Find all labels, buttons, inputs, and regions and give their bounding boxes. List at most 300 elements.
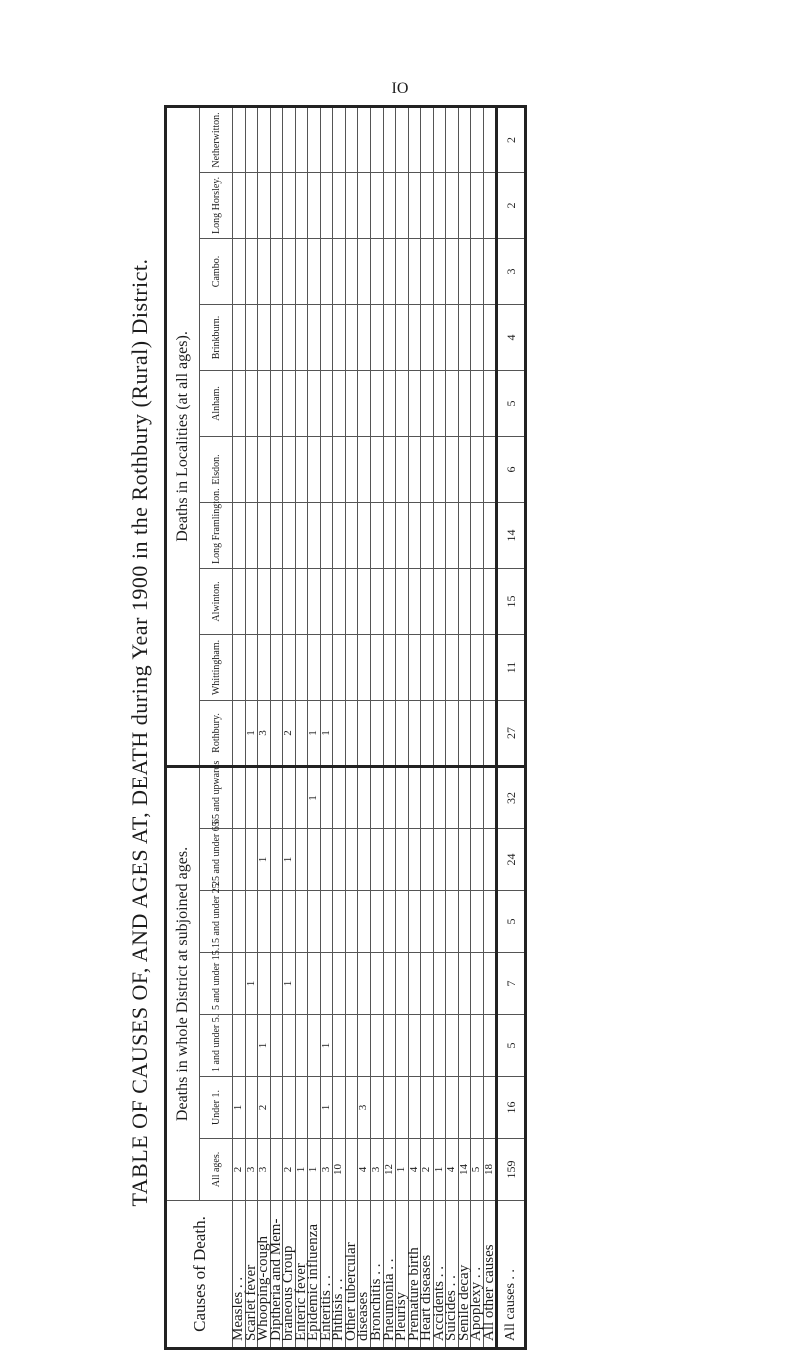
count-cell (320, 953, 333, 1015)
count-cell (233, 766, 246, 828)
count-cell (245, 238, 258, 304)
count-cell: 2 (283, 700, 296, 766)
cause-label: Premature birth (408, 1201, 421, 1349)
count-cell (383, 891, 396, 953)
count-cell (333, 370, 346, 436)
count-cell (245, 829, 258, 891)
count-cell (320, 238, 333, 304)
count-cell (258, 634, 271, 700)
count-cell (471, 700, 484, 766)
count-cell (383, 953, 396, 1015)
table-row (471, 106, 484, 1348)
table-row (308, 106, 321, 1348)
count-cell (320, 634, 333, 700)
count-cell (358, 370, 371, 436)
table-row (345, 106, 358, 1348)
count-cell (345, 370, 358, 436)
count-cell: 3 (258, 1139, 271, 1201)
count-cell (345, 304, 358, 370)
count-cell (245, 106, 258, 172)
count-cell (421, 172, 434, 238)
count-cell (483, 700, 497, 766)
cause-label: Epidemic influenza (308, 1201, 321, 1349)
total-cell: 27 (497, 700, 526, 766)
count-cell (458, 304, 471, 370)
locality-column-header: Brinkburn. (200, 304, 233, 370)
count-cell (308, 634, 321, 700)
count-cell: 2 (233, 1139, 246, 1201)
count-cell (358, 634, 371, 700)
count-cell (383, 106, 396, 172)
count-cell: 2 (258, 1077, 271, 1139)
total-cell: 5 (497, 370, 526, 436)
count-cell (446, 436, 459, 502)
table-row (458, 106, 471, 1348)
count-cell (358, 829, 371, 891)
count-cell (433, 304, 446, 370)
count-cell (320, 172, 333, 238)
count-cell (345, 172, 358, 238)
table-row (396, 106, 409, 1348)
count-cell (408, 953, 421, 1015)
count-cell (358, 502, 371, 568)
count-cell (258, 304, 271, 370)
count-cell (421, 238, 434, 304)
count-cell (320, 106, 333, 172)
count-cell (433, 1077, 446, 1139)
cause-label: Enteritis . . (320, 1201, 333, 1349)
total-cell: 11 (497, 634, 526, 700)
count-cell (345, 1077, 358, 1139)
count-cell (358, 568, 371, 634)
count-cell (383, 700, 396, 766)
count-cell (471, 370, 484, 436)
count-cell (233, 106, 246, 172)
table-row (270, 106, 283, 1348)
count-cell (433, 502, 446, 568)
count-cell (396, 106, 409, 172)
count-cell (295, 502, 308, 568)
count-cell (408, 1077, 421, 1139)
count-cell (258, 766, 271, 828)
count-cell (333, 1077, 346, 1139)
count-cell (471, 238, 484, 304)
cause-label: Pneumonia . . (383, 1201, 396, 1349)
count-cell: 3 (245, 1139, 258, 1201)
count-cell (233, 634, 246, 700)
count-cell (458, 634, 471, 700)
count-cell (446, 953, 459, 1015)
count-cell (421, 1077, 434, 1139)
count-cell (295, 106, 308, 172)
count-cell (458, 953, 471, 1015)
count-cell (396, 1077, 409, 1139)
count-cell (421, 829, 434, 891)
count-cell (483, 568, 497, 634)
cause-label: Diptheria and Mem- (270, 1201, 283, 1349)
page-number: IO (391, 80, 409, 97)
count-cell (295, 829, 308, 891)
count-cell: 5 (471, 1139, 484, 1201)
count-cell (295, 304, 308, 370)
table-row (258, 106, 271, 1348)
count-cell: 4 (408, 1139, 421, 1201)
count-cell (483, 953, 497, 1015)
count-cell (270, 238, 283, 304)
count-cell (345, 829, 358, 891)
count-cell (333, 953, 346, 1015)
count-cell (245, 766, 258, 828)
count-cell (345, 1139, 358, 1201)
count-cell (433, 766, 446, 828)
count-cell (396, 370, 409, 436)
count-cell (345, 568, 358, 634)
locality-column-header: Long Framlington. (200, 502, 233, 568)
count-cell (433, 238, 446, 304)
cause-label: Heart diseases (421, 1201, 434, 1349)
count-cell (446, 568, 459, 634)
total-cell: 5 (497, 891, 526, 953)
count-cell (371, 568, 384, 634)
count-cell (458, 106, 471, 172)
table-row (245, 106, 258, 1348)
count-cell (283, 106, 296, 172)
count-cell (295, 436, 308, 502)
count-cell: 1 (308, 1139, 321, 1201)
count-cell (245, 172, 258, 238)
count-cell (483, 106, 497, 172)
cause-label: Phthisis . . (333, 1201, 346, 1349)
count-cell (295, 634, 308, 700)
count-cell (345, 634, 358, 700)
count-cell (421, 634, 434, 700)
count-cell: 1 (245, 700, 258, 766)
count-cell (396, 953, 409, 1015)
count-cell (433, 634, 446, 700)
table-row (421, 106, 434, 1348)
count-cell (345, 891, 358, 953)
count-cell (270, 568, 283, 634)
count-cell (245, 436, 258, 502)
table-row (446, 106, 459, 1348)
count-cell (283, 172, 296, 238)
count-cell (446, 238, 459, 304)
count-cell (245, 568, 258, 634)
cause-label: Whooping-cough (258, 1201, 271, 1349)
count-cell (283, 436, 296, 502)
count-cell (358, 106, 371, 172)
count-cell (358, 436, 371, 502)
count-cell (258, 172, 271, 238)
count-cell (358, 304, 371, 370)
count-cell (483, 634, 497, 700)
age-column-header: 25 and under 65 (200, 829, 233, 891)
count-cell (396, 766, 409, 828)
count-cell (458, 568, 471, 634)
count-cell (308, 436, 321, 502)
count-cell: 1 (233, 1077, 246, 1139)
count-cell (471, 891, 484, 953)
locality-column-header: Rothbury. (200, 700, 233, 766)
count-cell (345, 502, 358, 568)
count-cell: 3 (320, 1139, 333, 1201)
count-cell (433, 1015, 446, 1077)
count-cell (483, 238, 497, 304)
total-cell: 7 (497, 953, 526, 1015)
total-cell: 16 (497, 1077, 526, 1139)
count-cell (408, 172, 421, 238)
count-cell (320, 766, 333, 828)
count-cell (396, 172, 409, 238)
count-cell (283, 766, 296, 828)
count-cell (458, 891, 471, 953)
count-cell (471, 502, 484, 568)
count-cell: 14 (458, 1139, 471, 1201)
localities-group-header: Deaths in Localities (at all ages). (166, 106, 200, 766)
total-cell: 4 (497, 304, 526, 370)
count-cell: 1 (283, 953, 296, 1015)
count-cell (458, 700, 471, 766)
count-cell (483, 766, 497, 828)
count-cell (458, 766, 471, 828)
count-cell (270, 370, 283, 436)
count-cell (233, 829, 246, 891)
count-cell (333, 634, 346, 700)
count-cell (383, 238, 396, 304)
count-cell (283, 238, 296, 304)
count-cell (308, 172, 321, 238)
count-cell (308, 1077, 321, 1139)
count-cell (458, 172, 471, 238)
count-cell (283, 1077, 296, 1139)
count-cell (446, 370, 459, 436)
count-cell (258, 953, 271, 1015)
count-cell: 10 (333, 1139, 346, 1201)
count-cell (433, 568, 446, 634)
count-cell: 1 (396, 1139, 409, 1201)
total-cell: 159 (497, 1139, 526, 1201)
count-cell (446, 766, 459, 828)
count-cell (345, 436, 358, 502)
count-cell (446, 829, 459, 891)
count-cell (295, 891, 308, 953)
count-cell (333, 700, 346, 766)
count-cell (233, 953, 246, 1015)
count-cell (446, 172, 459, 238)
count-cell (233, 1015, 246, 1077)
count-cell (433, 172, 446, 238)
count-cell (408, 829, 421, 891)
count-cell (421, 304, 434, 370)
count-cell (308, 106, 321, 172)
count-cell (458, 436, 471, 502)
cause-label: Bronchitis . . (371, 1201, 384, 1349)
count-cell (233, 304, 246, 370)
count-cell (483, 304, 497, 370)
count-cell (245, 370, 258, 436)
total-cell: 2 (497, 172, 526, 238)
count-cell: 1 (258, 829, 271, 891)
count-cell (333, 436, 346, 502)
count-cell: 1 (258, 1015, 271, 1077)
count-cell (245, 634, 258, 700)
count-cell (408, 766, 421, 828)
count-cell (295, 238, 308, 304)
count-cell (446, 1015, 459, 1077)
cause-label: Accidents . . (433, 1201, 446, 1349)
count-cell: 1 (320, 1015, 333, 1077)
count-cell (333, 1015, 346, 1077)
count-cell (396, 700, 409, 766)
count-cell (320, 502, 333, 568)
table-row (371, 106, 384, 1348)
count-cell: 1 (245, 953, 258, 1015)
count-cell: 1 (320, 1077, 333, 1139)
count-cell (483, 436, 497, 502)
count-cell (358, 953, 371, 1015)
count-cell (408, 700, 421, 766)
locality-column-header: Alwinton. (200, 568, 233, 634)
count-cell (283, 634, 296, 700)
count-cell (233, 891, 246, 953)
count-cell (383, 172, 396, 238)
count-cell (383, 502, 396, 568)
count-cell (371, 829, 384, 891)
table-row (383, 106, 396, 1348)
cause-label: Other tubercular (345, 1201, 358, 1349)
cause-label: Enteric fever (295, 1201, 308, 1349)
count-cell (446, 634, 459, 700)
cause-label: braneous Croup (283, 1201, 296, 1349)
count-cell (345, 953, 358, 1015)
age-column-header: Under 1. (200, 1077, 233, 1139)
count-cell (408, 568, 421, 634)
count-cell (371, 106, 384, 172)
count-cell (483, 370, 497, 436)
count-cell (371, 1077, 384, 1139)
count-cell (295, 1077, 308, 1139)
count-cell (371, 766, 384, 828)
count-cell (421, 436, 434, 502)
count-cell (433, 436, 446, 502)
count-cell (371, 1015, 384, 1077)
count-cell (233, 238, 246, 304)
count-cell (233, 502, 246, 568)
count-cell (345, 106, 358, 172)
count-cell: 4 (358, 1139, 371, 1201)
count-cell (345, 700, 358, 766)
count-cell (258, 502, 271, 568)
count-cell (333, 502, 346, 568)
count-cell (433, 953, 446, 1015)
count-cell (483, 1077, 497, 1139)
age-column-header: 1 and under 5. (200, 1015, 233, 1077)
count-cell (233, 172, 246, 238)
rotated-table-area (118, 112, 708, 1350)
cause-label: Apoplexy . . (471, 1201, 484, 1349)
count-cell (421, 953, 434, 1015)
count-cell (471, 829, 484, 891)
count-cell (333, 304, 346, 370)
count-cell (295, 370, 308, 436)
count-cell (396, 436, 409, 502)
count-cell (258, 436, 271, 502)
count-cell (471, 1077, 484, 1139)
count-cell (358, 891, 371, 953)
count-cell (371, 436, 384, 502)
count-cell (295, 953, 308, 1015)
count-cell: 12 (383, 1139, 396, 1201)
count-cell (483, 502, 497, 568)
count-cell (396, 304, 409, 370)
count-cell (358, 700, 371, 766)
count-cell (371, 891, 384, 953)
count-cell (295, 1015, 308, 1077)
count-cell (383, 568, 396, 634)
count-cell (320, 829, 333, 891)
count-cell (483, 891, 497, 953)
whole-district-group-header: Deaths in whole District at subjoined ages. (166, 766, 200, 1200)
count-cell (320, 436, 333, 502)
count-cell (295, 766, 308, 828)
count-cell (408, 238, 421, 304)
count-cell (383, 766, 396, 828)
count-cell: 3 (358, 1077, 371, 1139)
count-cell (433, 891, 446, 953)
count-cell (471, 953, 484, 1015)
count-cell (258, 106, 271, 172)
count-cell (371, 172, 384, 238)
table-row (283, 106, 296, 1348)
count-cell (471, 766, 484, 828)
cause-label: All other causes (483, 1201, 497, 1349)
total-cell: 15 (497, 568, 526, 634)
table-row (295, 106, 308, 1348)
cause-label: Measles . . (233, 1201, 246, 1349)
count-cell (283, 568, 296, 634)
count-cell (371, 238, 384, 304)
count-cell (333, 568, 346, 634)
count-cell (270, 1015, 283, 1077)
table-row (320, 106, 333, 1348)
table-row (433, 106, 446, 1348)
total-cell: 32 (497, 766, 526, 828)
count-cell (358, 238, 371, 304)
cause-label: Suicides . . (446, 1201, 459, 1349)
count-cell (371, 502, 384, 568)
count-cell (421, 700, 434, 766)
count-cell (270, 304, 283, 370)
count-cell (245, 304, 258, 370)
total-cell: 24 (497, 829, 526, 891)
locality-column-header: Netherwitton. (200, 106, 233, 172)
count-cell (320, 568, 333, 634)
count-cell (408, 502, 421, 568)
count-cell (383, 634, 396, 700)
count-cell: 2 (421, 1139, 434, 1201)
cause-label: Scarlet fever (245, 1201, 258, 1349)
count-cell (333, 106, 346, 172)
count-cell (421, 891, 434, 953)
count-cell (471, 106, 484, 172)
count-cell (446, 891, 459, 953)
count-cell (421, 568, 434, 634)
count-cell (483, 172, 497, 238)
count-cell (333, 238, 346, 304)
count-cell (446, 304, 459, 370)
count-cell (433, 370, 446, 436)
count-cell (270, 891, 283, 953)
